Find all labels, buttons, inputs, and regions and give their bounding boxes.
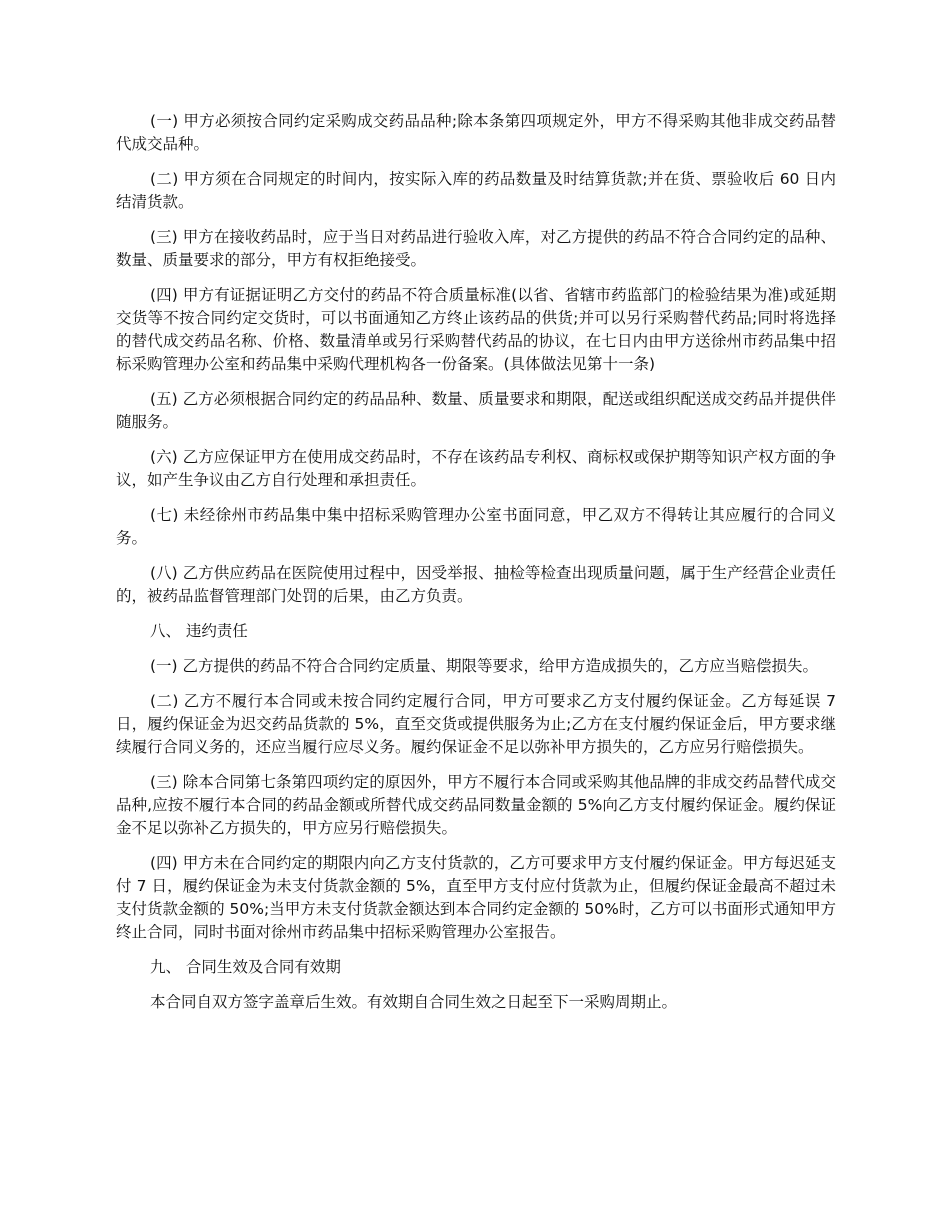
- clause-paragraph: (一) 甲方必须按合同约定采购成交药品品种;除本条第四项规定外，甲方不得采购其他非成交药品替代成交品种。: [116, 112, 836, 153]
- document-body: [116, 110, 836, 1026]
- clause-paragraph: (二) 乙方不履行本合同或未按合同约定履行合同，甲方可要求乙方支付履约保证金。乙方每延误 7 日，履约保证金为迟交药品货款的 5%，直至交货或提供服务为止;乙方在支付履约保证金后，甲方要求继续履行合同义务的，还应当履行应尽义务。履约保证金不足以弥补甲方损失的，乙方应另行赔偿损失。: [116, 692, 836, 756]
- clause-paragraph: 本合同自双方签字盖章后生效。有效期自合同生效之日起至下一采购周期止。: [150, 993, 678, 1011]
- clause-paragraph: (五) 乙方必须根据合同约定的药品品种、数量、质量要求和期限，配送或组织配送成交药品并提供伴随服务。: [116, 390, 836, 431]
- clause-paragraph: (六) 乙方应保证甲方在使用成交药品时，不存在该药品专利权、商标权或保护期等知识产权方面的争议，如产生争议由乙方自行处理和承担责任。: [116, 448, 836, 489]
- section-heading-validity: 九、 合同生效及合同有效期: [150, 958, 341, 976]
- clause-paragraph: (四) 甲方有证据证明乙方交付的药品不符合质量标准(以省、省辖市药监部门的检验结果为准)或延期交货等不按合同约定交货时，可以书面通知乙方终止该药品的供货;并可以另行采购替代药品;同时将选择的替代成交药品名称、价格、数量清单或另行采购替代药品的协议，在七日内由甲方送徐州市药品集中招标采购管理办公室和药品集中采购代理机构各一份备案。(具体做法见第十一条): [116, 286, 836, 373]
- clause-paragraph: (四) 甲方未在合同约定的期限内向乙方支付货款的，乙方可要求甲方支付履约保证金。甲方每迟延支付 7 日，履约保证金为未支付货款金额的 5%，直至甲方支付应付货款为止，但履约保证金最高不超过未支付货款金额的 50%;当甲方未支付货款金额达到本合同约定金额的 50%时，乙方可以书面形式通知甲方终止合同，同时书面对徐州市药品集中招标采购管理办公室报告。: [116, 854, 836, 941]
- section-heading-breach: 八、 违约责任: [150, 622, 248, 640]
- clause-paragraph: (一) 乙方提供的药品不符合合同约定质量、期限等要求，给甲方造成损失的，乙方应当赔偿损失。: [150, 657, 819, 675]
- clause-paragraph: (三) 甲方在接收药品时，应于当日对药品进行验收入库，对乙方提供的药品不符合合同约定的品种、数量、质量要求的部分，甲方有权拒绝接受。: [116, 228, 836, 269]
- clause-paragraph: (二) 甲方须在合同规定的时间内，按实际入库的药品数量及时结算货款;并在货、票验收后 60 日内结清货款。: [116, 170, 836, 211]
- clause-paragraph: (三) 除本合同第七条第四项约定的原因外，甲方不履行本合同或采购其他品牌的非成交药品替代成交品种,应按不履行本合同的药品金额或所替代成交药品同数量金额的 5%向乙方支付履约保证金。履约保证金不足以弥补乙方损失的，甲方应另行赔偿损失。: [116, 773, 836, 837]
- clause-paragraph: (八) 乙方供应药品在医院使用过程中，因受举报、抽检等检查出现质量问题，属于生产经营企业责任的，被药品监督管理部门处罚的后果，由乙方负责。: [116, 564, 836, 605]
- clause-paragraph: (七) 未经徐州市药品集中集中招标采购管理办公室书面同意，甲乙双方不得转让其应履行的合同义务。: [116, 506, 836, 547]
